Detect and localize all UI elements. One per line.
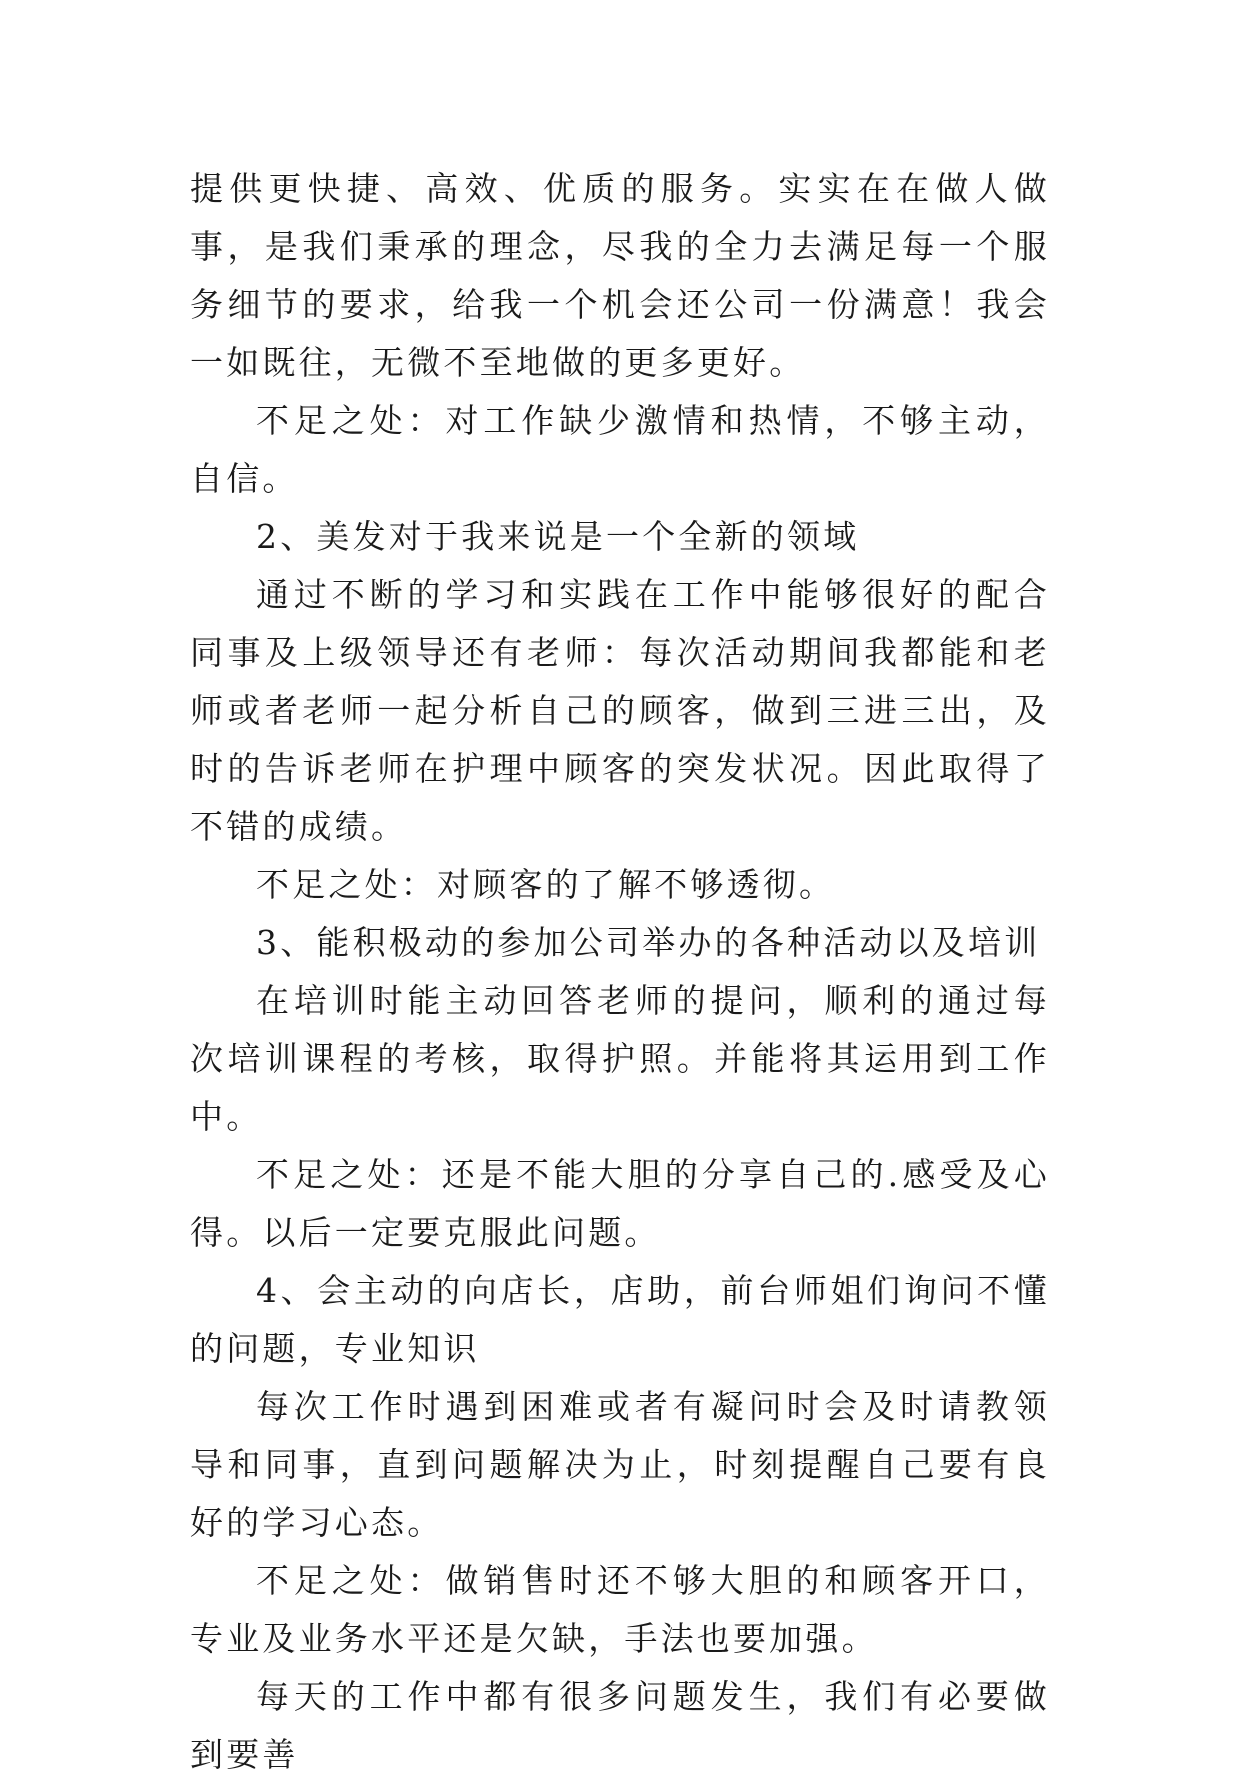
paragraph-item-2-body: 通过不断的学习和实践在工作中能够很好的配合同事及上级领导还有老师：每次活动期间我都能和老师或者老师一起分析自己的顾客，做到三进三出，及时的告诉老师在护理中顾客的突发状况。因此取得了不错的成绩。: [190, 575, 1050, 846]
paragraph-closing: 每天的工作中都有很多问题发生，我们有必要做到要善: [190, 1677, 1050, 1774]
paragraph-item-3-body: 在培训时能主动回答老师的提问，顺利的通过每次培训课程的考核，取得护照。并能将其运用到工作中。: [190, 981, 1050, 1136]
heading-item-4: 4、会主动的向店长，店助，前台师姐们询问不懂的问题，专业知识: [190, 1271, 1050, 1368]
heading-item-2: 2、美发对于我来说是一个全新的领域: [256, 517, 860, 556]
paragraph-shortcoming-4: 不足之处：做销售时还不够大胆的和顾客开口，专业及业务水平还是欠缺，手法也要加强。: [190, 1561, 1050, 1658]
paragraph-shortcoming-3: 不足之处：还是不能大胆的分享自己的.感受及心得。以后一定要克服此问题。: [190, 1155, 1050, 1252]
document-body: [190, 160, 1050, 1784]
paragraph-item-4-body: 每次工作时遇到困难或者有凝问时会及时请教领导和同事，直到问题解决为止，时刻提醒自己要有良好的学习心态。: [190, 1387, 1050, 1542]
paragraph-shortcoming-1: 不足之处：对工作缺少激情和热情，不够主动，自信。: [190, 401, 1050, 498]
paragraph-shortcoming-2: 不足之处：对顾客的了解不够透彻。: [256, 865, 836, 904]
heading-item-3: 3、能积极动的参加公司举办的各种活动以及培训: [256, 923, 1041, 962]
paragraph-service-continuation: 提供更快捷、高效、优质的服务。实实在在做人做事，是我们秉承的理念，尽我的全力去满足每一个服务细节的要求，给我一个机会还公司一份满意！我会一如既往，无微不至地做的更多更好。: [190, 169, 1050, 382]
